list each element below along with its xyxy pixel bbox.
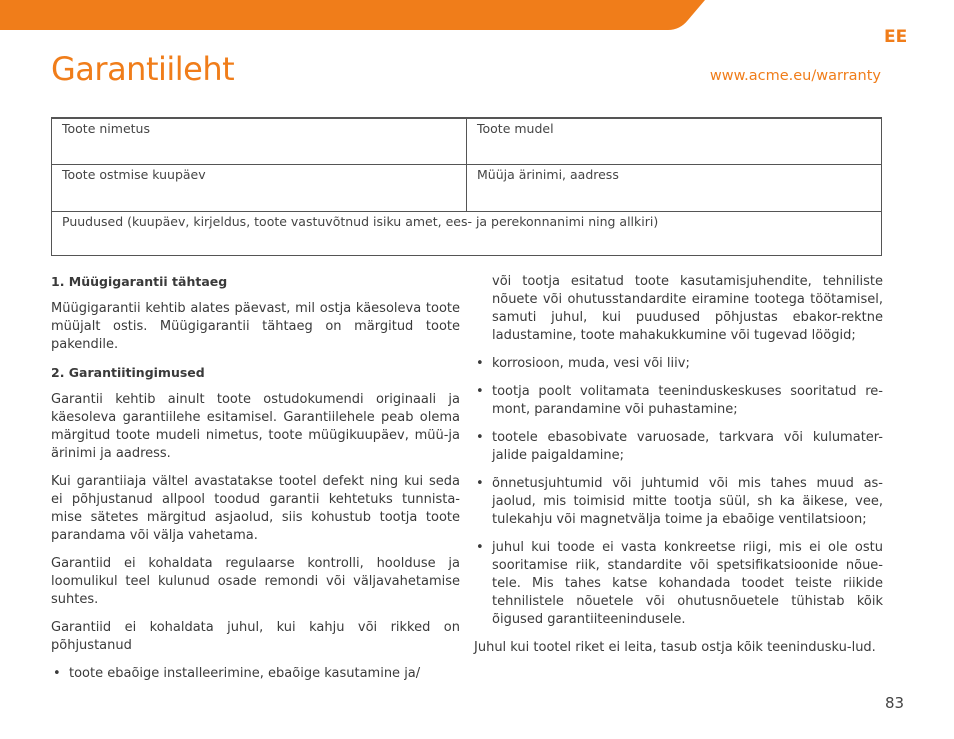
list-item [474, 383, 883, 419]
list-item [474, 429, 883, 465]
closing-paragraph: Juhul kui tootel riket ei leita, tasub ostja kõik teenindusku-lud. [474, 640, 876, 655]
product-name-label: Toote nimetus [62, 121, 150, 136]
purchase-date-label: Toote ostmise kuupäev [62, 167, 206, 182]
list-item-text: korrosioon, muda, vesi või liiv; [492, 356, 690, 371]
list-item-text: toote ebaõige installeerimine, ebaõige kasutamine ja/ [69, 666, 421, 681]
paragraph: Müügigarantii kehtib alates päevast, mil ostja käesoleva toote müüjalt ostis. Müügigarantii tähtaeg on märgitud toote pakendile. [51, 301, 460, 352]
product-model-field[interactable] [467, 119, 881, 165]
page-number: 83 [885, 694, 905, 712]
page-title: Garantiileht [51, 50, 235, 88]
list-item [51, 665, 460, 683]
list-item-text: tootele ebasobivate varuosade, tarkvara või kulumater-jalide paigaldamine; [492, 430, 883, 463]
bullet-icon: • [476, 356, 484, 371]
list-item [474, 475, 883, 529]
purchase-date-field[interactable] [52, 165, 467, 212]
paragraph: Garantii kehtib ainult toote ostudokumendi originaali ja käesoleva garantiilehe esitamisel. Garantiilehele peab olema märgitud toote mudeli nimetus, toote müügikuupäev, müü-ja ärinimi ja aadress. [51, 392, 460, 461]
header-banner [0, 0, 954, 34]
list-item-text: tootja poolt volitamata teeninduskeskuses sooritatud re-mont, parandamine või puhastamine; [492, 384, 883, 417]
bullet-icon: • [476, 476, 484, 491]
right-text-column [474, 273, 883, 667]
bullet-icon: • [476, 430, 484, 445]
paragraph: Garantiid ei kohaldata juhul, kui kahju või rikked on põhjustanud [51, 620, 460, 653]
left-text-column [51, 273, 460, 693]
section-heading-warranty-terms: 2. Garantiitingimused [51, 365, 205, 380]
bullet-icon: • [476, 540, 484, 555]
seller-field[interactable] [467, 165, 881, 212]
warranty-form-table [51, 117, 882, 256]
list-item-continuation: või tootja esitatud toote kasutamisjuhendite, tehniliste nõuete või ohutusstandardite eiramine tootega töötamisel, samuti juhul, kui puudused põhjustas ebakor-rektne ladustamine, toote mahakukkumine või tugevad löögid; [492, 274, 883, 343]
defects-label: Puudused (kuupäev, kirjeldus, toote vastuvõtnud isiku amet, ees- ja perekonnanimi ning allkiri) [62, 214, 659, 229]
paragraph: Kui garantiiaja vältel avastatakse tootel defekt ning kui seda ei põhjustanud allpool toodud garantii kehtetuks tunnista-mise sätetes märgitud asjaolud, siis kohustub tootja toote parandama või välja vahetama. [51, 474, 460, 543]
warranty-url-link[interactable]: www.acme.eu/warranty [709, 68, 881, 84]
list-item [474, 539, 883, 629]
paragraph: Garantiid ei kohaldata regulaarse kontrolli, hoolduse ja loomulikul teel kulunud osade remondi või väljavahetamise suhtes. [51, 556, 460, 607]
list-item-text: õnnetusjuhtumid või juhtumid või mis tahes muud as-jaolud, mis toimisid mitte tootja süül, sh ka äikese, vee, tulekahju või magnetvälja toime ja ebaõige ventilatsioon; [492, 476, 883, 527]
bullet-icon: • [476, 384, 484, 399]
product-name-field[interactable] [52, 119, 467, 165]
list-item [474, 355, 883, 373]
section-heading-warranty-period: 1. Müügigarantii tähtaeg [51, 274, 228, 289]
list-item-text: juhul kui toode ei vasta konkreetse riigi, mis ei ole ostu sooritamise riik, standardite või spetsifikatsioonide nõue-tele. Mis tahes katse kohandada toodet teiste riikide tehnilistele nõuetele või ohutusnõuetele tühistab kõik õigused garantiiteenindusele. [492, 540, 883, 627]
defects-field[interactable] [52, 212, 881, 256]
product-model-label: Toote mudel [477, 121, 554, 136]
bullet-icon: • [53, 666, 61, 681]
language-code: EE [884, 27, 908, 47]
seller-label: Müüja ärinimi, aadress [477, 167, 619, 182]
